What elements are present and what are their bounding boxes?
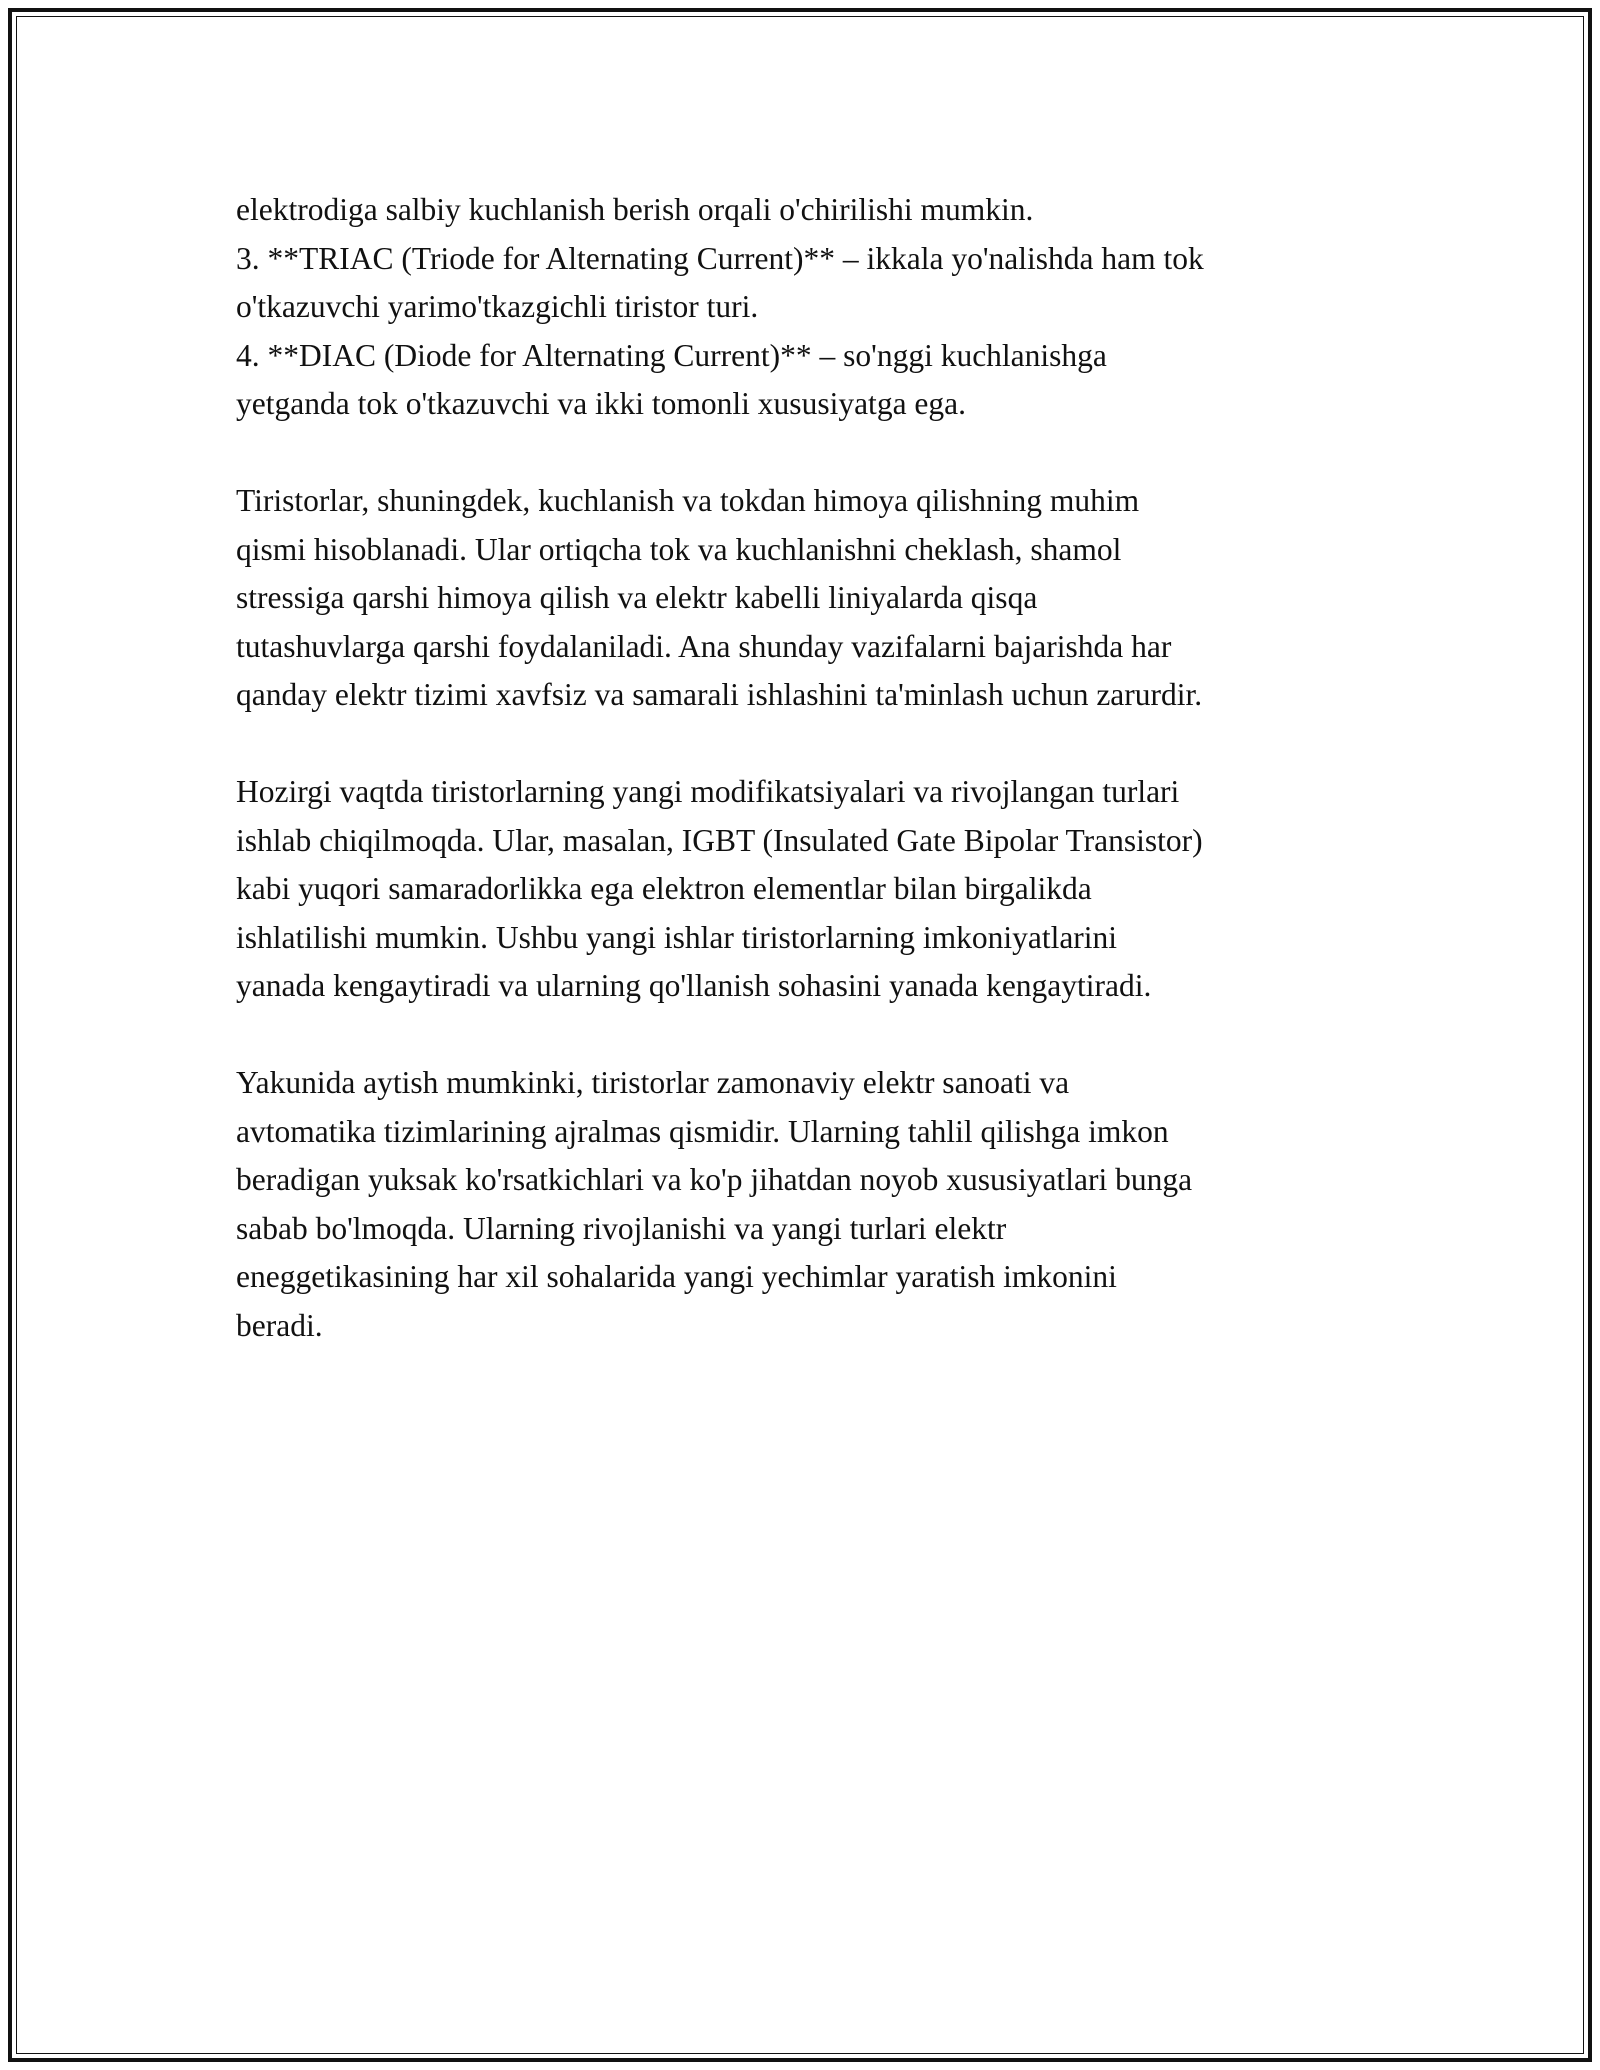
document-body [236, 186, 1366, 1350]
text-line: avtomatika tizimlarining ajralmas qismidir. Ularning tahlil qilishga imkon [236, 1113, 1169, 1149]
paragraph-gap [236, 429, 1366, 478]
text-line: eneggetikasining har xil sohalarida yangi yechimlar yaratish imkonini [236, 1259, 1117, 1294]
paragraph-modern-types [236, 768, 1366, 1011]
text-line: tutashuvlarga qarshi foydalaniladi. Ana shunday vazifalarni bajarishda har [236, 628, 1172, 664]
text-line: stressiga qarshi himoya qilish va elektr kabelli liniyalarda qisqa [236, 580, 1038, 615]
paragraph-gap [236, 1011, 1366, 1060]
text-line: yanada kengaytiradi va ularning qo'llanish sohasini yanada kengaytiradi. [236, 968, 1152, 1003]
text-line: 4. **DIAC (Diode for Alternating Current)** – so'nggi kuchlanishga [236, 337, 1107, 373]
text-line: beradigan yuksak ko'rsatkichlari va ko'p jihatdan noyob xususiyatlari bunga [236, 1162, 1193, 1197]
text-line: ishlab chiqilmoqda. Ular, masalan, IGBT (Insulated Gate Bipolar Transistor) [236, 822, 1203, 858]
text-line: Hozirgi vaqtda tiristorlarning yangi modifikatsiyalari va rivojlangan turlari [236, 774, 1180, 809]
text-line: qismi hisoblanadi. Ular ortiqcha tok va kuchlanishni cheklash, shamol [236, 531, 1122, 567]
text-line: sabab bo'lmoqda. Ularning rivojlanishi va yangi turlari elektr [236, 1210, 1007, 1246]
text-line: ishlatilishi mumkin. Ushbu yangi ishlar tiristorlarning imkoniyatlarini [236, 919, 1118, 955]
paragraph-list-continuation [236, 186, 1366, 429]
text-line: qanday elektr tizimi xavfsiz va samarali ishlashini ta'minlash uchun zarurdir. [236, 677, 1203, 712]
text-line: kabi yuqori samaradorlikka ega elektron elementlar bilan birgalikda [236, 871, 1092, 906]
paragraph-gap [236, 720, 1366, 769]
text-line: beradi. [236, 1307, 323, 1343]
text-line: Yakunida aytish mumkinki, tiristorlar zamonaviy elektr sanoati va [236, 1065, 1070, 1100]
paragraph-protection [236, 477, 1366, 720]
text-line: elektrodiga salbiy kuchlanish berish orqali o'chirilishi mumkin. [236, 192, 1034, 227]
text-line: o'tkazuvchi yarimo'tkazgichli tiristor turi. [236, 289, 759, 324]
text-line: 3. **TRIAC (Triode for Alternating Current)** – ikkala yo'nalishda ham tok [236, 240, 1204, 276]
text-line: Tiristorlar, shuningdek, kuchlanish va tokdan himoya qilishning muhim [236, 483, 1140, 518]
text-line: yetganda tok o'tkazuvchi va ikki tomonli xususiyatga ega. [236, 386, 967, 421]
paragraph-conclusion [236, 1059, 1366, 1350]
